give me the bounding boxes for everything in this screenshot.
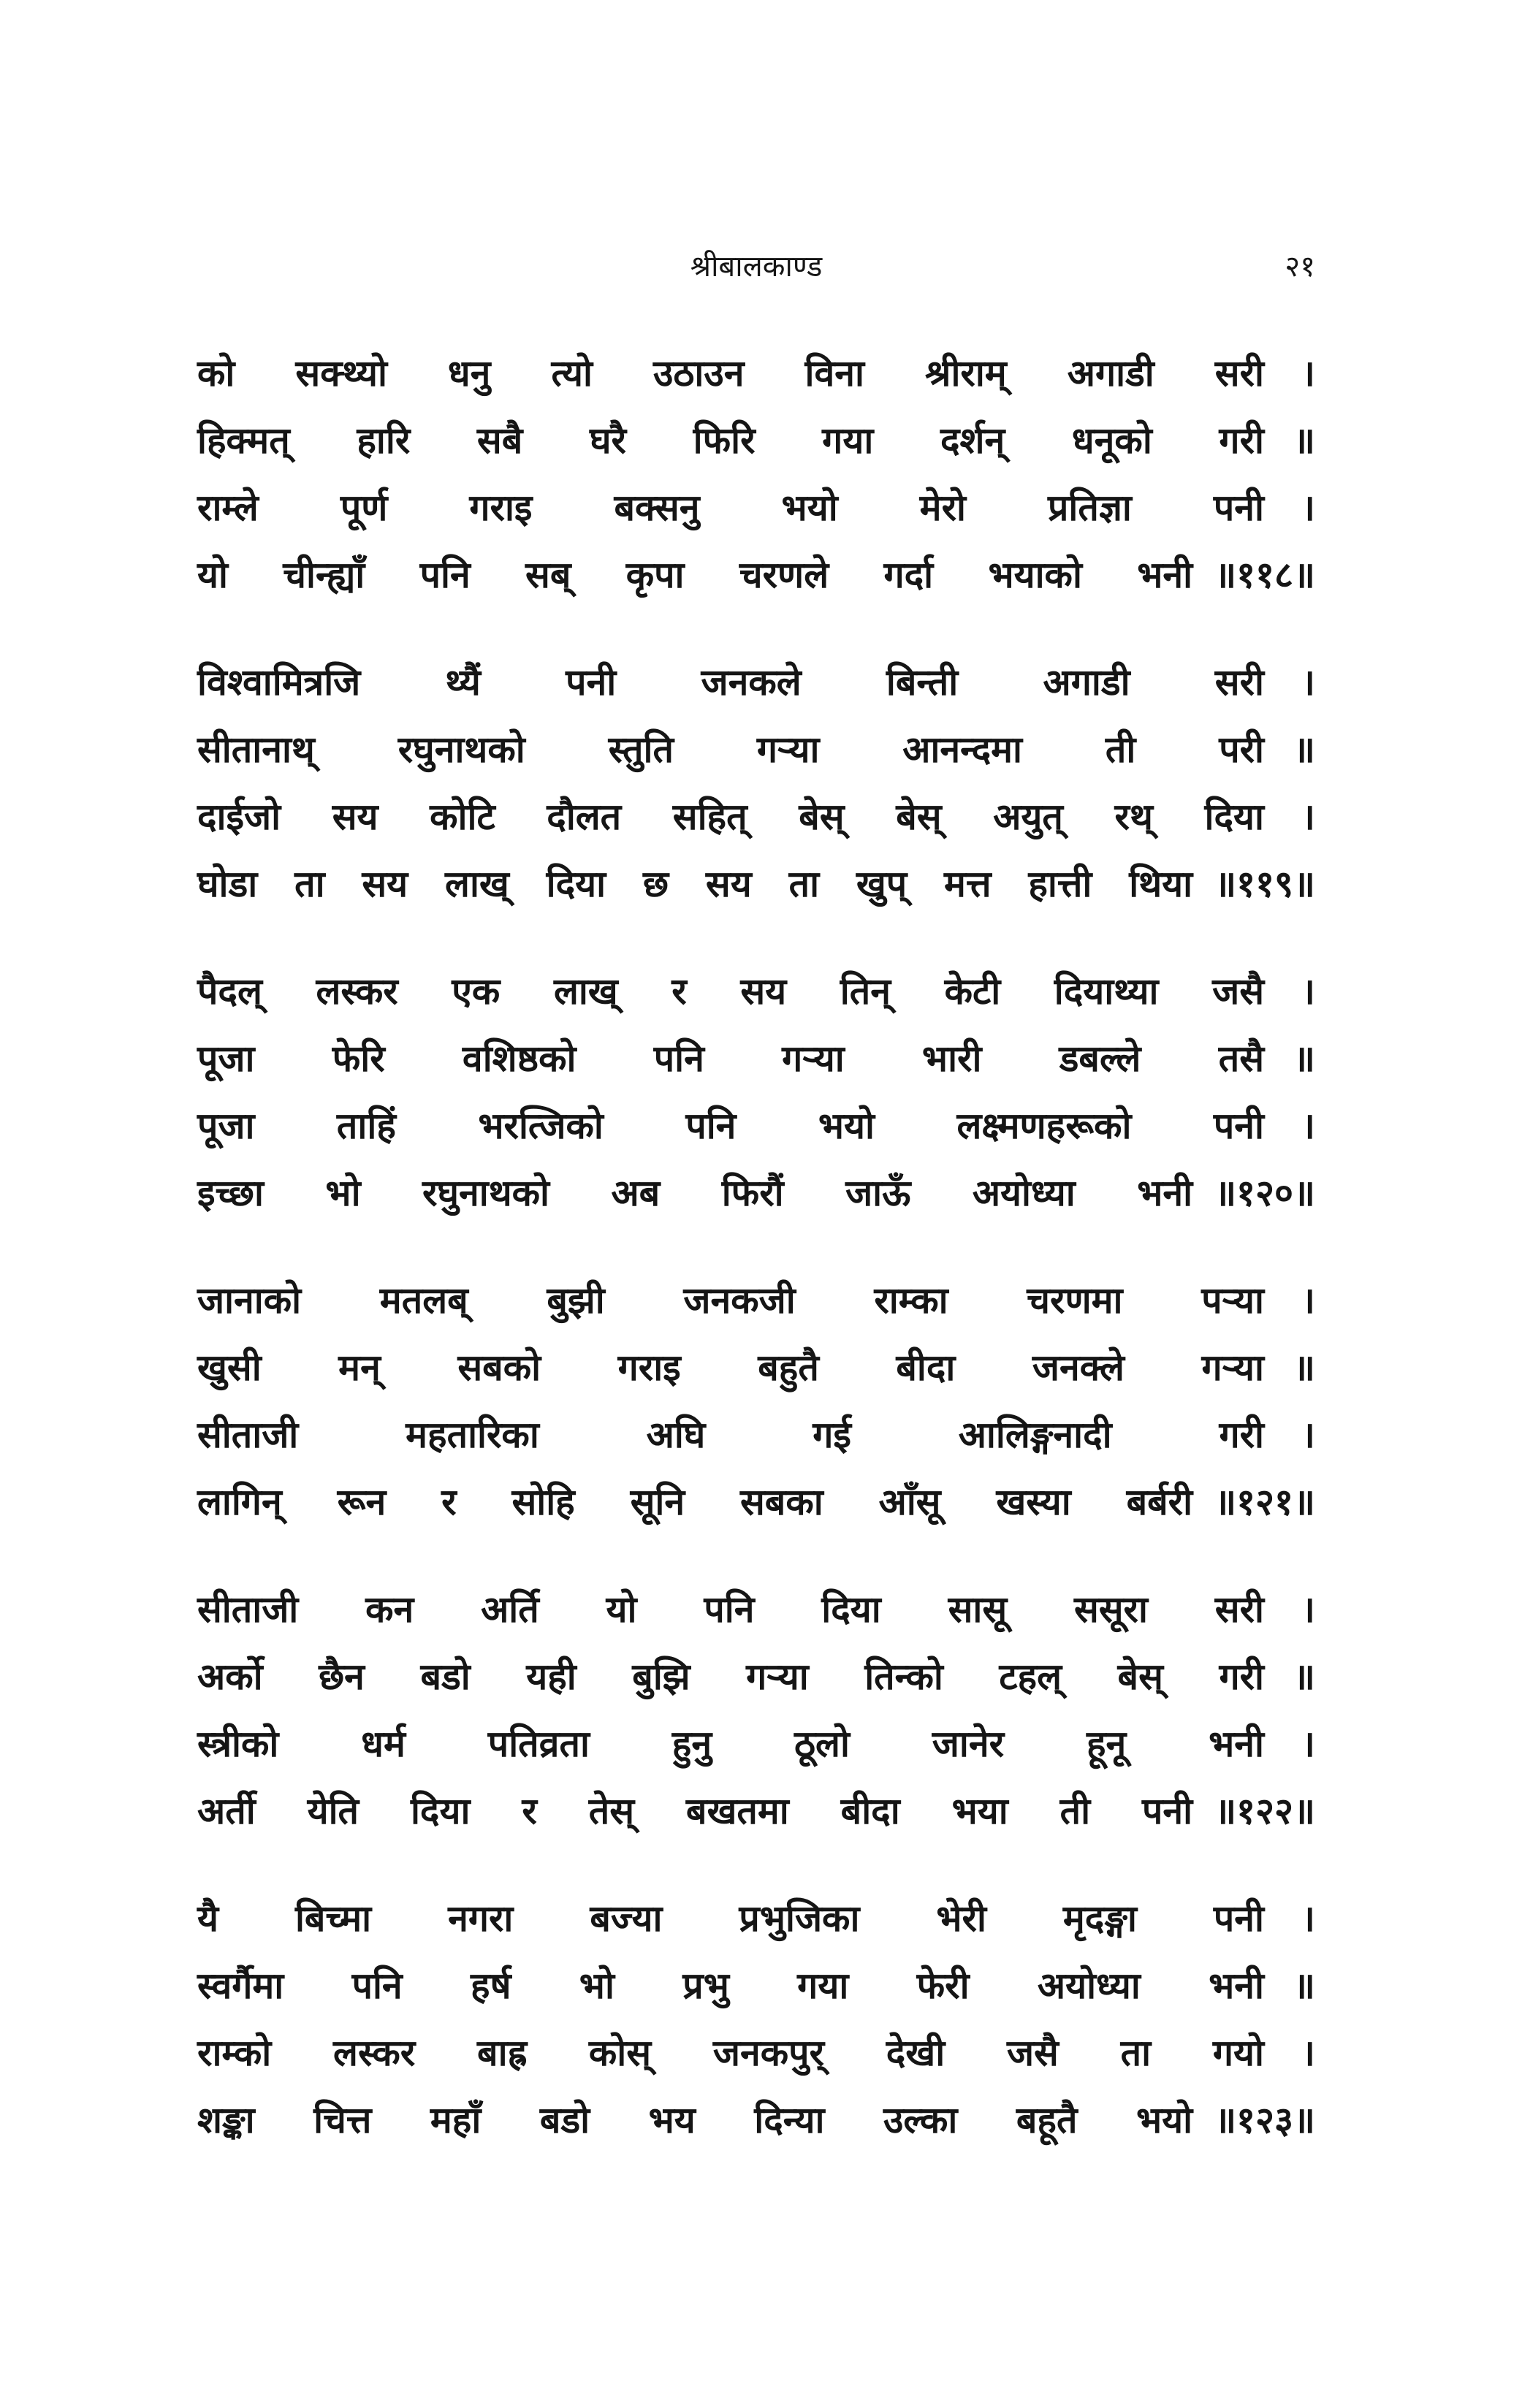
verse-number: ॥११८॥ xyxy=(1214,554,1315,596)
verse-line xyxy=(197,2019,1315,2087)
verse-text: पैदल् लस्कर एक लाख् र सय तिन् केटी दियाथ्या जसै xyxy=(197,970,1264,1013)
verse-end-mark: । xyxy=(1301,970,1315,1013)
verse-text: हिक्मत् हारि सबै घरै फिरि गया दर्शन् धनूको गरी xyxy=(197,419,1264,462)
stanza-118 xyxy=(197,340,1315,609)
verse-text: अर्को छैन बडो यही बुझि गऱ्या तिन्को टहल् बेस् गरी xyxy=(197,1656,1264,1698)
verse-number: ॥१२२॥ xyxy=(1214,1790,1315,1832)
verse-text: यै बिच्मा नगरा बज्या प्रभुजिका भेरी मृदङ्गा पनी xyxy=(197,1897,1264,1940)
verse-end-mark: ॥ xyxy=(1293,728,1315,771)
verse-end-mark: । xyxy=(1301,1723,1315,1765)
verse-text: शङ्का चित्त महाँ बडो भय दिन्या उल्का बहूतै भयो xyxy=(197,2099,1193,2141)
verse-text: सीताजी कन अर्ति यो पनि दिया सासू ससूरा सरी xyxy=(197,1588,1264,1631)
verse-text: सीताजी महतारिका अघि गई आलिङ्गनादी गरी xyxy=(197,1414,1264,1456)
verse-line xyxy=(197,1778,1315,1845)
verse-line xyxy=(197,1710,1315,1778)
verse-line xyxy=(197,1401,1315,1468)
verse-end-mark: । xyxy=(1301,352,1315,395)
verse-line xyxy=(197,1025,1315,1092)
verse-line xyxy=(197,716,1315,783)
verse-line xyxy=(197,1334,1315,1401)
verse-line xyxy=(197,1643,1315,1710)
verse-text: अर्ती येति दिया र तेस् बखतमा बीदा भया ती पनी xyxy=(197,1790,1193,1832)
verse-text: पूजा फेरि वशिष्ठको पनि गऱ्या भारी डबल्ले तसै xyxy=(197,1037,1264,1080)
verse-line xyxy=(197,1267,1315,1334)
verse-end-mark: । xyxy=(1301,796,1315,838)
verse-text: स्वर्गैमा पनि हर्ष भो प्रभु गया फेरी अयोध्या भनी xyxy=(197,1965,1264,2007)
verse-line xyxy=(197,1092,1315,1159)
verse-number: ॥१२०॥ xyxy=(1214,1172,1315,1214)
verse-end-mark: ॥ xyxy=(1293,1346,1315,1389)
verse-text: इच्छा भो रघुनाथको अब फिरौं जाऊँ अयोध्या भनी xyxy=(197,1172,1193,1214)
verse-end-mark: ॥ xyxy=(1293,419,1315,462)
verse-text: लागिन् रून र सोहि सूनि सबका आँसू खस्या बर्बरी xyxy=(197,1481,1193,1523)
verse-end-mark: । xyxy=(1301,1414,1315,1456)
stanza-120 xyxy=(197,958,1315,1227)
verse-end-mark: । xyxy=(1301,1588,1315,1631)
verse-end-mark: । xyxy=(1301,487,1315,529)
verse-text: सीतानाथ् रघुनाथको स्तुति गऱ्या आनन्दमा ती परी xyxy=(197,728,1264,771)
verse-number: ॥१२३॥ xyxy=(1214,2099,1315,2141)
verse-end-mark: ॥ xyxy=(1293,1037,1315,1080)
verse-line xyxy=(197,649,1315,716)
verse-line xyxy=(197,850,1315,918)
verse-line xyxy=(197,1885,1315,1952)
verse-line xyxy=(197,340,1315,407)
verse-line xyxy=(197,1468,1315,1536)
verse-end-mark: ॥ xyxy=(1293,1656,1315,1698)
page-number: २१ xyxy=(1285,250,1315,283)
stanza-123 xyxy=(197,1885,1315,2154)
verse-text: पूजा ताहिं भरत्जिको पनि भयो लक्ष्मणहरूको पनी xyxy=(197,1105,1264,1147)
verse-line xyxy=(197,958,1315,1025)
stanza-121 xyxy=(197,1267,1315,1536)
verse-end-mark: । xyxy=(1301,1105,1315,1147)
verse-line xyxy=(197,1576,1315,1643)
verse-text: विश्वामित्रजि थ्यैं पनी जनकले बिन्ती अगाडी सरी xyxy=(197,661,1264,704)
running-header xyxy=(197,241,1315,292)
verse-text: घोडा ता सय लाख् दिया छ सय ता खुप् मत्त हात्ती थिया xyxy=(197,863,1193,905)
verse-line xyxy=(197,1159,1315,1227)
stanza-119 xyxy=(197,649,1315,918)
verse-text: यो चीन्ह्याँ पनि सब् कृपा चरणले गर्दा भयाको भनी xyxy=(197,554,1193,596)
verse-text: खुसी मन् सबको गराइ बहुतै बीदा जनक्ले गऱ्या xyxy=(197,1346,1264,1389)
stanza-122 xyxy=(197,1576,1315,1845)
verse-end-mark: । xyxy=(1301,2032,1315,2074)
running-title: श्रीबालकाण्ड xyxy=(690,250,823,283)
verse-number: ॥१२१॥ xyxy=(1214,1481,1315,1523)
verse-text: राम्को लस्कर बाह्र कोस् जनकपुर् देखी जसै ता गयो xyxy=(197,2032,1264,2074)
verse-line xyxy=(197,541,1315,609)
verse-number: ॥११९॥ xyxy=(1214,863,1315,905)
verse-line xyxy=(197,474,1315,541)
verse-text: जानाको मतलब् बुझी जनकजी राम्का चरणमा पऱ्या xyxy=(197,1279,1264,1322)
verse-text: दाईजो सय कोटि दौलत सहित् बेस् बेस् अयुत् रथ् दिया xyxy=(197,796,1264,838)
verse-end-mark: । xyxy=(1301,1897,1315,1940)
verse-end-mark: । xyxy=(1301,661,1315,704)
verse-line xyxy=(197,2087,1315,2154)
verse-end-mark: ॥ xyxy=(1293,1965,1315,2007)
verse-text: राम्ले पूर्ण गराइ बक्सनु भयो मेरो प्रतिज्ञा पनी xyxy=(197,487,1264,529)
verse-text: स्त्रीको धर्म पतिव्रता हुनु ठूलो जानेर हूनू भनी xyxy=(197,1723,1264,1765)
verse-line xyxy=(197,407,1315,474)
verse-line xyxy=(197,1952,1315,2019)
verse-text: को सक्थ्यो धनु त्यो उठाउन विना श्रीराम् अगाडी सरी xyxy=(197,352,1264,395)
verse-end-mark: । xyxy=(1301,1279,1315,1322)
verse-line xyxy=(197,783,1315,850)
